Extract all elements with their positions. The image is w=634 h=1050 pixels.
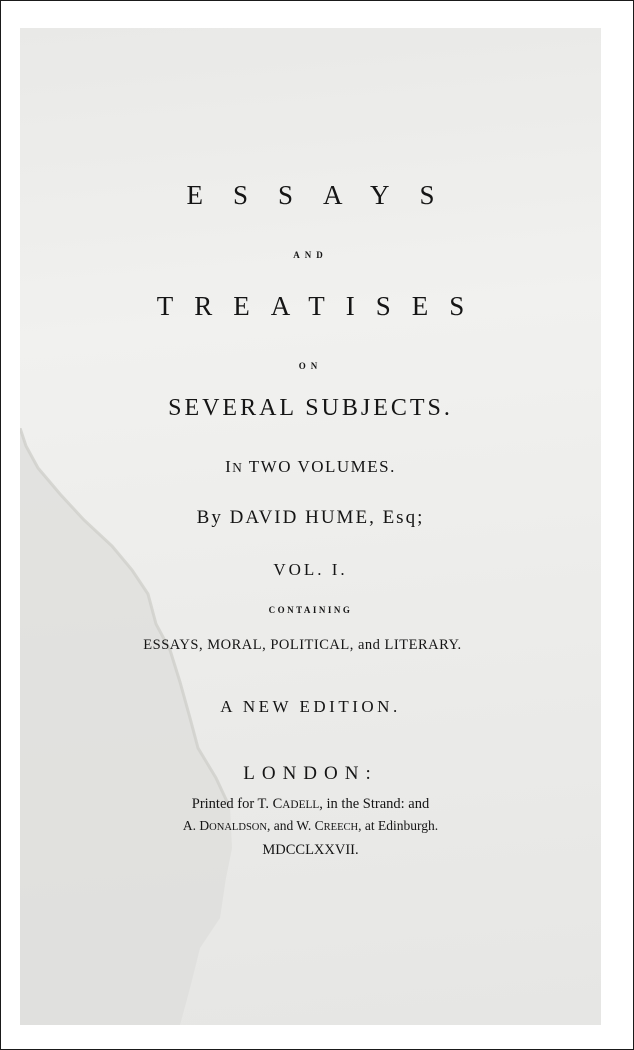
seller2-small: REECH <box>323 822 359 833</box>
volume-number: VOL. I. <box>273 560 348 579</box>
volumes-in-cap: I <box>225 457 233 476</box>
author-by: By <box>196 507 230 528</box>
printer-suffix: , in the Strand: and <box>319 796 430 812</box>
containing-label: CONTAINING <box>268 605 353 615</box>
edition-line: A NEW EDITION. <box>220 697 401 716</box>
printer-name-cap: C <box>272 796 283 812</box>
connector-and: AND <box>293 250 328 260</box>
seller1-prefix: A. <box>182 818 200 833</box>
volumes-rest: TWO VOLUMES. <box>243 457 396 476</box>
imprint-printer-line <box>20 796 601 813</box>
author-suffix: , Esq; <box>369 507 425 528</box>
volumes-line <box>20 457 601 477</box>
volumes-in-small: N <box>232 460 244 475</box>
connector-on: ON <box>298 361 323 371</box>
title-line-subjects: SEVERAL SUBJECTS. <box>168 395 453 421</box>
author-line <box>20 507 601 529</box>
contents-line: ESSAYS, MORAL, POLITICAL, and LITERARY. <box>143 637 462 653</box>
title-line-essays: ESSAYS <box>186 180 465 210</box>
imprint-date: MDCCLXXVII. <box>262 842 359 858</box>
imprint-sellers-line <box>20 818 601 834</box>
printer-prefix: Printed for T. <box>191 796 273 812</box>
seller-suffix: , at Edinburgh. <box>358 818 439 833</box>
printer-name-small: ADELL <box>282 799 320 811</box>
imprint-city: LONDON: <box>243 763 378 784</box>
seller2-cap: C <box>314 818 324 833</box>
title-line-treatises: TREATISES <box>156 291 486 321</box>
seller1-small: ONALDSON <box>209 822 267 833</box>
seller-middle: , and W. <box>266 818 315 833</box>
author-name: DAVID HUME <box>229 507 370 528</box>
seller1-cap: D <box>199 818 210 833</box>
